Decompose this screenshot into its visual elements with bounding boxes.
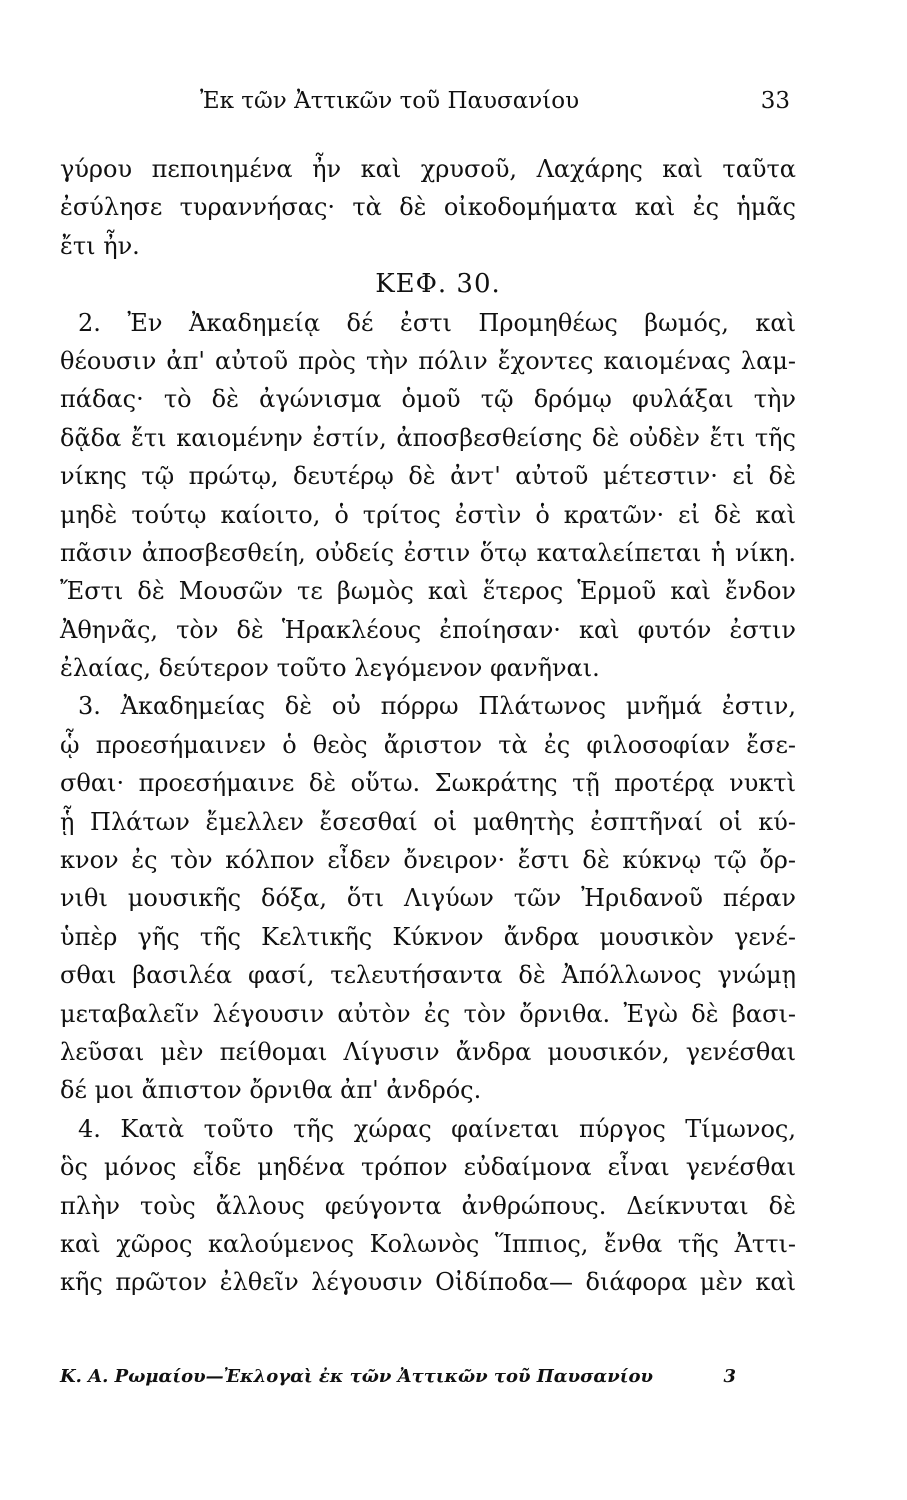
main-text — [60, 150, 796, 1302]
text-line: Ἔστι δὲ Μουσῶν τε βωμὸς καὶ ἕτερος Ἑρμοῦ καὶ ἔνδον — [60, 577, 796, 606]
text-line: ἐσύλησε τυραννήσας· τὰ δὲ οἰκοδομήματα καὶ ἐς ἡμᾶς — [60, 193, 796, 222]
text-line: κῆς πρῶτον ἐλθεῖν λέγουσιν Οἰδίποδα— διάφορα μὲν καὶ — [60, 1268, 796, 1297]
text-line: μηδὲ τούτῳ καίοιτο, ὁ τρίτος ἐστὶν ὁ κρατῶν· εἰ δὲ καὶ — [60, 500, 796, 529]
page-number: 33 — [760, 88, 790, 114]
text-line: ἔτι ἦν. — [60, 231, 140, 260]
text-line: Ἀθηνᾶς, τὸν δὲ Ἡρακλέους ἐποίησαν· καὶ φυτόν ἐστιν — [60, 615, 796, 644]
text-line: ᾗ Πλάτων ἔμελλεν ἔσεσθαί οἱ μαθητὴς ἐσπτῆναί οἱ κύ- — [60, 807, 796, 836]
signature-mark: 3 — [723, 1366, 736, 1387]
text-line: γύρου πεποιημένα ἦν καὶ χρυσοῦ, Λαχάρης καὶ ταῦτα — [60, 155, 796, 183]
chapter-heading: ΚΕΦ. 30. — [375, 269, 501, 300]
text-line: πλὴν τοὺς ἄλλους φεύγοντα ἀνθρώπους. Δείκνυται δὲ — [60, 1191, 796, 1220]
text-line: λεῦσαι μὲν πείθομαι Λίγυσιν ἄνδρα μουσικόν, γενέσθαι — [60, 1037, 796, 1066]
text-line: δέ μοι ἄπιστον ὄρνιθα ἀπ' ἀνδρός. — [60, 1076, 482, 1105]
text-line: καὶ χῶρος καλούμενος Κολωνὸς Ἵππιος, ἔνθα τῆς Ἀττι- — [60, 1229, 796, 1258]
text-line: πάδας· τὸ δὲ ἀγώνισμα ὁμοῦ τῷ δρόμῳ φυλάξαι τὴν — [60, 385, 796, 414]
text-line: 4. Κατὰ τοῦτο τῆς χώρας φαίνεται πύργος Τίμωνος, — [78, 1114, 796, 1143]
text-line: σθαι βασιλέα φασί, τελευτήσαντα δὲ Ἀπόλλωνος γνώμῃ — [60, 961, 796, 990]
text-line: σθαι· προεσήμαινε δὲ οὕτω. Σωκράτης τῇ προτέρᾳ νυκτὶ — [60, 769, 796, 798]
text-line: 3. Ἀκαδημείας δὲ οὐ πόρρω Πλάτωνος μνῆμά ἐστιν, — [78, 692, 796, 721]
text-line: θέουσιν ἀπ' αὐτοῦ πρὸς τὴν πόλιν ἔχοντες καιομένας λαμ- — [60, 346, 796, 375]
footer-text: Κ. Α. Ρωμαίου—Ἐκλογαὶ ἐκ τῶν Ἀττικῶν τοῦ Παυσανίου — [60, 1366, 653, 1387]
text-line: νίκης τῷ πρώτῳ, δευτέρῳ δὲ ἀντ' αὐτοῦ μέτεστιν· εἰ δὲ — [60, 462, 796, 491]
text-line: ἐλαίας, δεύτερον τοῦτο λεγόμενον φανῆναι. — [60, 654, 600, 683]
text-line: κνον ἐς τὸν κόλπον εἶδεν ὄνειρον· ἔστι δὲ κύκνῳ τῷ ὄρ- — [60, 846, 796, 875]
text-line: μεταβαλεῖν λέγουσιν αὐτὸν ἐς τὸν ὄρνιθα. Ἐγὼ δὲ βασι- — [60, 999, 796, 1028]
page-footer — [60, 1366, 736, 1396]
running-title: Ἐκ τῶν Ἀττικῶν τοῦ Παυσανίου — [200, 88, 580, 114]
text-line: ὃς μόνος εἶδε μηδένα τρόπον εὐδαίμονα εἶναι γενέσθαι — [60, 1153, 796, 1182]
text-line: πᾶσιν ἀποσβεσθείη, οὐδείς ἐστιν ὅτῳ καταλείπεται ἡ νίκη. — [60, 538, 796, 567]
text-line: δᾷδα ἔτι καιομένην ἐστίν, ἀποσβεσθείσης δὲ οὐδὲν ἔτι τῆς — [60, 423, 796, 452]
running-header — [200, 88, 790, 128]
text-line: νιθι μουσικῆς δόξα, ὅτι Λιγύων τῶν Ἠριδανοῦ πέραν — [60, 884, 796, 913]
text-line: 2. Ἐν Ἀκαδημείᾳ δέ ἐστι Προμηθέως βωμός, καὶ — [78, 308, 796, 337]
text-line: ὑπὲρ γῆς τῆς Κελτικῆς Κύκνον ἄνδρα μουσικὸν γενέ- — [60, 922, 796, 951]
text-line: ᾧ προεσήμαινεν ὁ θεὸς ἄριστον τὰ ἐς φιλοσοφίαν ἔσε- — [60, 730, 796, 759]
